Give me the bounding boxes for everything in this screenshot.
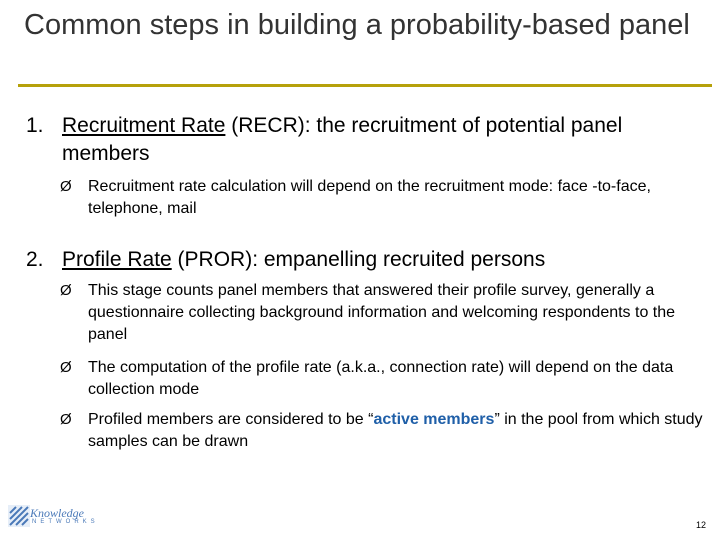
point-text (62, 112, 712, 168)
point-number: 2. (26, 248, 44, 271)
point-term: Recruitment Rate (62, 114, 226, 137)
arrow-bullet-icon: Ø (60, 411, 72, 428)
point-text (62, 246, 712, 274)
point-description: (RECR): the recruitment of potential panel members (62, 114, 623, 165)
knowledge-networks-logo (8, 505, 108, 529)
logo-mark-icon (8, 505, 30, 527)
logo-wordmark: Knowledge (30, 506, 84, 520)
title-underline-rule (18, 84, 712, 87)
arrow-bullet-icon: Ø (60, 359, 72, 376)
arrow-bullet-icon: Ø (60, 282, 72, 299)
bullet-text: This stage counts panel members that answered their profile survey, generally a questionnaire collecting background information and welcoming respondents to the panel (88, 282, 676, 343)
page-number: 12 (695, 520, 706, 530)
bullet-text: The computation of the profile rate (a.k.a., connection rate) will depend on the data collection mode (88, 359, 674, 398)
point-term: Profile Rate (62, 248, 172, 271)
point-description: (PROR): empanelling recruited persons (171, 248, 546, 271)
slide-title: Common steps in building a probability-based panel (24, 9, 690, 41)
bullet-text (88, 409, 708, 453)
bullet-text-post: ” in the pool from which study samples can be drawn (88, 411, 703, 450)
arrow-bullet-icon: Ø (60, 178, 72, 195)
point-number: 1. (26, 114, 44, 137)
logo-subtext: NETWORKS (32, 519, 99, 525)
active-members-highlight: active members (373, 411, 495, 428)
bullet-text-pre: Profiled members are considered to be “ (88, 411, 374, 428)
bullet-text: Recruitment rate calculation will depend on the recruitment mode: face -to-face, telephone, mail (88, 178, 651, 217)
